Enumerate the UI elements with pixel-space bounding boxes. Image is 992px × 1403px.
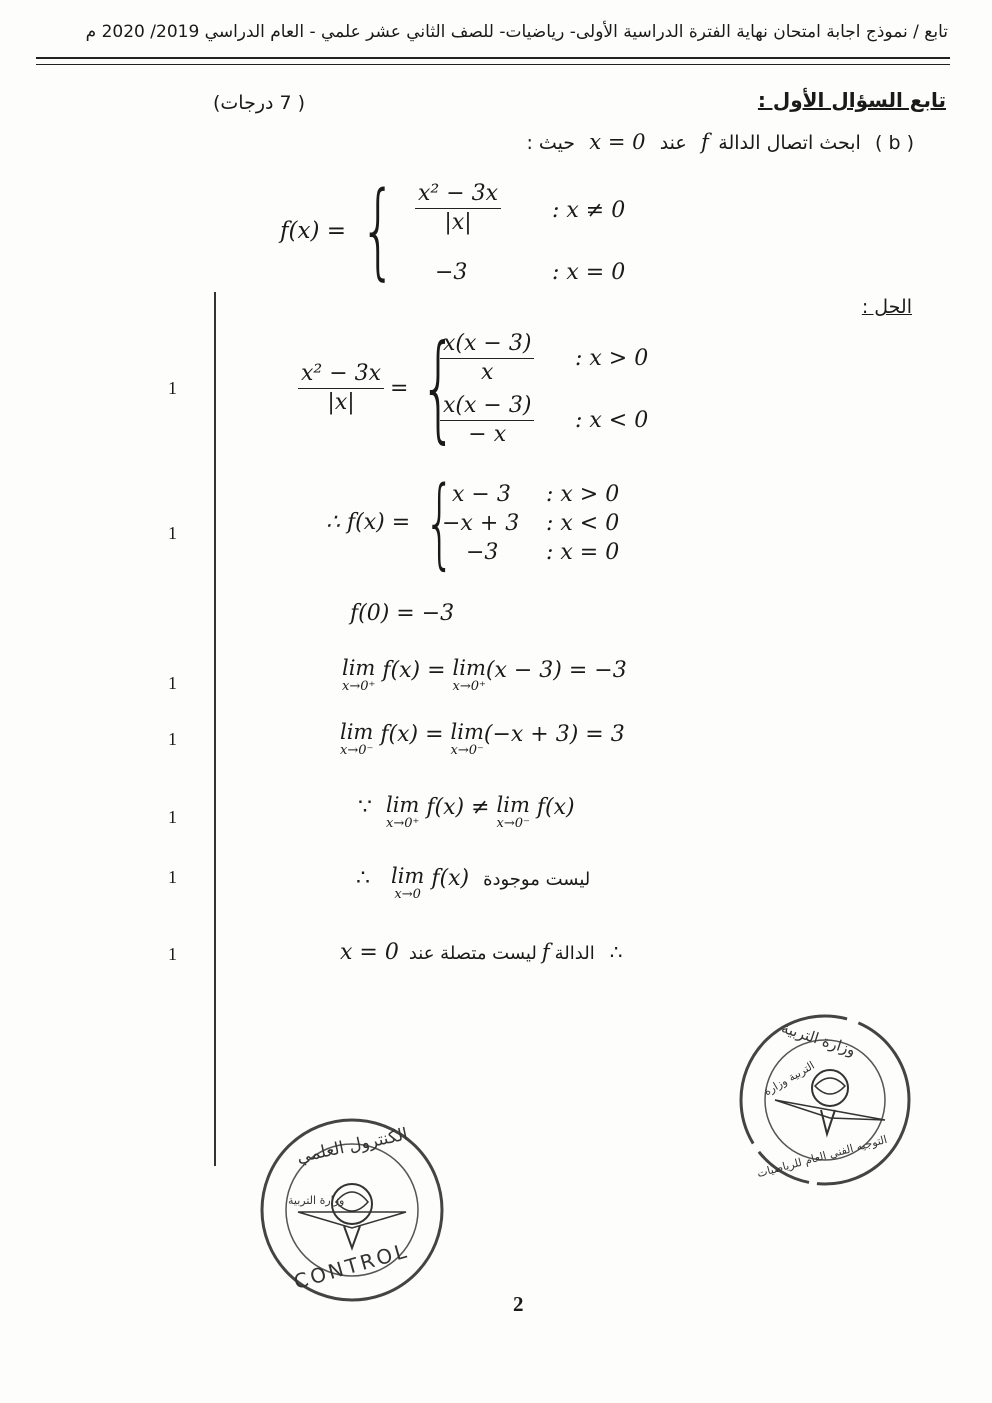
step-1-lhs — [298, 360, 384, 416]
step-1-case-1-numerator: x(x − 3) — [440, 330, 534, 359]
step-1-brace: { — [420, 320, 457, 455]
lim-subscript: x→0⁺ — [452, 679, 486, 694]
control-stamp-top: الكنترول العلمي — [295, 1124, 410, 1168]
step-1-case-2-numerator: x(x − 3) — [440, 392, 534, 421]
because-symbol: ∵ — [358, 795, 372, 820]
step-2-row-2-cond: : x < 0 — [546, 511, 620, 536]
case-1-numerator: x² − 3x — [415, 180, 501, 209]
step-1-case-2-fraction — [440, 392, 534, 448]
step-1-case-1-condition: : x > 0 — [575, 346, 649, 371]
function-case-1 — [415, 180, 501, 236]
step-2-row-3-cond: : x = 0 — [546, 540, 620, 565]
ministry-stamp-right — [735, 1010, 915, 1190]
mark-3: 1 — [168, 673, 177, 693]
case-1-fraction — [415, 180, 501, 236]
control-stamp-bottom: CONTROL — [290, 1238, 412, 1294]
step-6-lim-2 — [497, 795, 530, 830]
step-7-expr — [356, 866, 590, 901]
step-5-lim-1 — [340, 722, 373, 757]
step-1-case-1-fraction — [440, 330, 534, 386]
step-2-row-2-expr: −x + 3 — [442, 511, 520, 536]
mark-7: 1 — [168, 944, 177, 964]
step-1-case-1-denominator: x — [480, 359, 494, 385]
page-header: تابع / نموذج اجابة امتحان نهاية الفترة الدراسية الأولى- رياضيات- للصف الثاني عشر علمي - العام الدراسي 2019/ 2020 م — [85, 22, 948, 42]
step-7-text: ليست موجودة — [483, 869, 591, 890]
ministry-stamp-right-top: وزارة التربية — [779, 1018, 858, 1060]
step-6-part-a: f(x) ≠ — [426, 795, 490, 820]
marks-column-rule — [214, 292, 216, 1166]
step-5-part-a: f(x) = — [380, 722, 444, 747]
step-1-lhs-denominator: |x| — [327, 389, 355, 415]
question-line — [526, 130, 914, 155]
ministry-stamp-right-inner: التربية وزارة — [761, 1058, 817, 1099]
step-2-brace: { — [424, 466, 456, 580]
lim-word: lim — [342, 656, 376, 680]
lim-subscript: x→0⁺ — [386, 816, 420, 831]
step-1-case-2-condition: : x < 0 — [575, 408, 649, 433]
step-5-part-b: (−x + 3) = 3 — [483, 722, 625, 747]
header-rule-thin — [36, 64, 950, 65]
control-stamp — [258, 1116, 446, 1304]
lim-subscript: x→0⁻ — [450, 743, 484, 758]
question-var-f: f — [701, 130, 709, 154]
step-8-text-2: ليست متصلة عند — [408, 943, 537, 964]
step-8-var-f: f — [541, 940, 550, 964]
step-4-lim-2 — [453, 658, 486, 693]
step-2-lhs: ∴ f(x) = — [326, 510, 411, 535]
step-7-fx: f(x) — [431, 866, 470, 891]
case-2-value: −3 — [435, 260, 468, 285]
lim-subscript: x→0⁻ — [340, 743, 374, 758]
lim-subscript: x→0⁺ — [342, 679, 376, 694]
lim-subscript: x→0⁻ — [496, 816, 530, 831]
step-3-expr: f(0) = −3 — [350, 601, 455, 626]
step-4-lim-1 — [342, 658, 375, 693]
step-1-case-1 — [440, 330, 534, 386]
mark-2: 1 — [168, 523, 177, 543]
question-condition: x = 0 — [589, 130, 646, 154]
step-8-therefore: ∴ — [609, 940, 623, 964]
step-2-row-3-expr: −3 — [466, 540, 499, 565]
step-5-lim-2 — [451, 722, 484, 757]
question-text-3: حيث : — [526, 132, 576, 154]
step-4-part-a: f(x) = — [382, 658, 446, 683]
therefore-symbol: ∴ — [356, 866, 370, 891]
question-text-2: عند — [659, 132, 687, 154]
mark-1: 1 — [168, 378, 177, 398]
step-1-case-2-denominator: − x — [468, 421, 507, 447]
step-4-expr — [342, 658, 627, 693]
header-rule-thick — [36, 57, 950, 59]
case-1-denominator: |x| — [444, 209, 472, 235]
step-4-part-b: (x − 3) = −3 — [485, 658, 627, 683]
step-1-lhs-numerator: x² − 3x — [298, 360, 384, 389]
lim-word: lim — [386, 793, 420, 817]
step-2-row-1-expr: x − 3 — [452, 482, 511, 507]
mark-6: 1 — [168, 867, 177, 887]
case-2-condition: : x = 0 — [552, 260, 626, 285]
page-number: 2 — [513, 1292, 524, 1316]
lim-word: lim — [340, 720, 374, 744]
step-8-condition: x = 0 — [340, 940, 399, 965]
step-5-expr — [340, 722, 625, 757]
step-7-lim — [391, 866, 424, 901]
mark-5: 1 — [168, 807, 177, 827]
case-1-condition: : x ≠ 0 — [552, 198, 626, 223]
section-title: تابع السؤال الأول : — [757, 88, 946, 112]
question-text-1: ابحث اتصال الدالة — [718, 132, 861, 154]
lim-word: lim — [496, 793, 530, 817]
lim-word: lim — [450, 720, 484, 744]
ministry-stamp-right-bottom: التوجيه الفني العام للرياضيات — [755, 1132, 889, 1181]
lim-word: lim — [452, 656, 486, 680]
lim-subscript: x→0 — [394, 887, 421, 902]
function-brace: { — [360, 169, 397, 291]
step-1-equals: = — [390, 376, 409, 401]
points-label: ( 7 درجات) — [213, 92, 306, 114]
question-label: ( b ) — [875, 132, 914, 154]
mark-4: 1 — [168, 729, 177, 749]
step-1-lhs-fraction — [298, 360, 384, 416]
step-6-lim-1 — [386, 795, 419, 830]
step-8-line — [340, 940, 622, 965]
step-8-text-1: الدالة — [554, 943, 595, 964]
lim-word: lim — [390, 864, 425, 888]
step-1-case-2 — [440, 392, 534, 448]
step-6-expr — [358, 795, 575, 830]
step-6-part-b: f(x) — [536, 795, 575, 820]
control-stamp-inner: وزارة التربية — [288, 1194, 345, 1207]
step-2-row-1-cond: : x > 0 — [546, 482, 620, 507]
solution-label: الحل : — [861, 296, 912, 318]
function-lhs: f(x) = — [280, 218, 347, 244]
